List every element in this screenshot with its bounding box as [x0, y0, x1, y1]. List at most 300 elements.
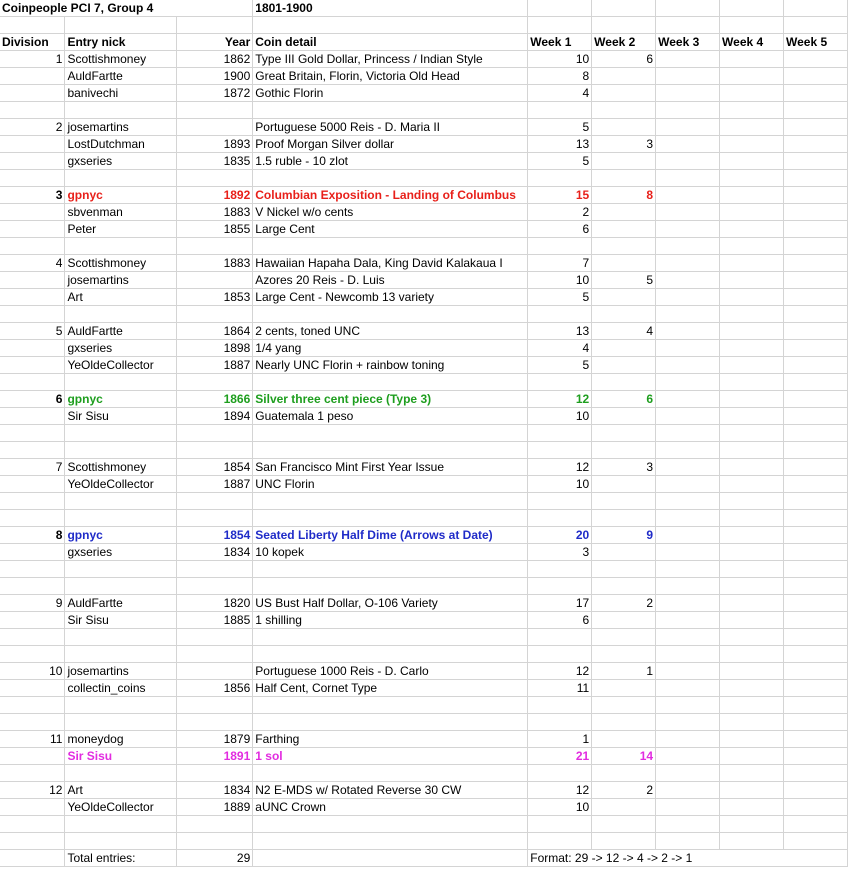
week-3-cell[interactable]	[656, 119, 720, 136]
week-3-cell[interactable]	[656, 357, 720, 374]
week-3-cell[interactable]	[656, 544, 720, 561]
year-cell[interactable]: 1883	[177, 204, 253, 221]
entry-nick-cell[interactable]: gxseries	[65, 544, 177, 561]
week-1-cell[interactable]: 5	[528, 153, 592, 170]
year-cell[interactable]	[177, 493, 253, 510]
week-3-cell[interactable]	[656, 476, 720, 493]
year-cell[interactable]	[177, 374, 253, 391]
week-1-cell[interactable]: 12	[528, 459, 592, 476]
year-cell[interactable]: 1891	[177, 748, 253, 765]
cell[interactable]	[783, 17, 847, 34]
year-cell[interactable]	[177, 833, 253, 850]
coin-detail-cell[interactable]: Great Britain, Florin, Victoria Old Head	[253, 68, 528, 85]
year-cell[interactable]: 1892	[177, 187, 253, 204]
division-cell[interactable]	[0, 476, 65, 493]
week-4-cell[interactable]	[720, 153, 784, 170]
coin-detail-cell[interactable]	[253, 714, 528, 731]
year-cell[interactable]	[177, 578, 253, 595]
week-2-cell[interactable]	[592, 765, 656, 782]
week-4-cell[interactable]	[720, 714, 784, 731]
coin-detail-cell[interactable]: Large Cent - Newcomb 13 variety	[253, 289, 528, 306]
week-1-cell[interactable]: 10	[528, 476, 592, 493]
week-3-cell[interactable]	[656, 289, 720, 306]
week-5-cell[interactable]	[783, 629, 847, 646]
entry-nick-cell[interactable]	[65, 646, 177, 663]
week-5-cell[interactable]	[783, 204, 847, 221]
week-3-cell[interactable]	[656, 527, 720, 544]
week-1-cell[interactable]: 12	[528, 782, 592, 799]
week-4-cell[interactable]	[720, 357, 784, 374]
division-cell[interactable]: 9	[0, 595, 65, 612]
cell[interactable]	[0, 850, 65, 867]
week-3-cell[interactable]	[656, 255, 720, 272]
week-2-cell[interactable]	[592, 340, 656, 357]
week-2-cell[interactable]	[592, 85, 656, 102]
year-cell[interactable]: 1834	[177, 544, 253, 561]
week-5-cell[interactable]	[783, 697, 847, 714]
entry-nick-cell[interactable]: gxseries	[65, 153, 177, 170]
coin-detail-cell[interactable]: 1/4 yang	[253, 340, 528, 357]
cell[interactable]	[656, 17, 720, 34]
year-cell[interactable]: 1872	[177, 85, 253, 102]
year-cell[interactable]: 1885	[177, 612, 253, 629]
cell[interactable]	[720, 0, 784, 17]
year-cell[interactable]	[177, 510, 253, 527]
week-1-cell[interactable]: 6	[528, 221, 592, 238]
week-5-cell[interactable]	[783, 561, 847, 578]
week-1-cell[interactable]	[528, 578, 592, 595]
entry-nick-cell[interactable]	[65, 442, 177, 459]
year-cell[interactable]	[177, 102, 253, 119]
coin-detail-cell[interactable]	[253, 578, 528, 595]
year-cell[interactable]: 1898	[177, 340, 253, 357]
week-1-cell[interactable]	[528, 833, 592, 850]
week-4-cell[interactable]	[720, 255, 784, 272]
week-3-cell[interactable]	[656, 238, 720, 255]
week-5-cell[interactable]	[783, 833, 847, 850]
week-4-cell[interactable]	[720, 442, 784, 459]
entry-nick-cell[interactable]: Art	[65, 289, 177, 306]
week-5-cell[interactable]	[783, 680, 847, 697]
week-2-cell[interactable]	[592, 680, 656, 697]
division-cell[interactable]	[0, 493, 65, 510]
entry-nick-cell[interactable]: YeOldeCollector	[65, 476, 177, 493]
coin-detail-cell[interactable]: V Nickel w/o cents	[253, 204, 528, 221]
division-cell[interactable]	[0, 238, 65, 255]
week-3-cell[interactable]	[656, 187, 720, 204]
week-3-cell[interactable]	[656, 68, 720, 85]
year-cell[interactable]: 1879	[177, 731, 253, 748]
week-1-cell[interactable]	[528, 425, 592, 442]
week-2-cell[interactable]	[592, 357, 656, 374]
week-1-cell[interactable]: 15	[528, 187, 592, 204]
division-cell[interactable]: 11	[0, 731, 65, 748]
week-3-cell[interactable]	[656, 51, 720, 68]
entry-nick-cell[interactable]	[65, 714, 177, 731]
week-2-cell[interactable]	[592, 102, 656, 119]
week-5-cell[interactable]	[783, 799, 847, 816]
coin-detail-cell[interactable]	[253, 306, 528, 323]
week-1-cell[interactable]	[528, 816, 592, 833]
week-2-cell[interactable]	[592, 476, 656, 493]
week-1-cell[interactable]: 11	[528, 680, 592, 697]
entry-nick-cell[interactable]: gpnyc	[65, 527, 177, 544]
week-3-cell[interactable]	[656, 646, 720, 663]
week-4-cell[interactable]	[720, 748, 784, 765]
entry-nick-cell[interactable]	[65, 374, 177, 391]
entry-nick-cell[interactable]: AuldFartte	[65, 323, 177, 340]
week-4-cell[interactable]	[720, 289, 784, 306]
week-3-cell[interactable]	[656, 340, 720, 357]
week-4-cell[interactable]	[720, 816, 784, 833]
coin-detail-cell[interactable]	[253, 833, 528, 850]
cell[interactable]	[592, 17, 656, 34]
week-3-cell[interactable]	[656, 612, 720, 629]
week-5-cell[interactable]	[783, 527, 847, 544]
division-cell[interactable]	[0, 799, 65, 816]
entry-nick-cell[interactable]	[65, 493, 177, 510]
week-2-cell[interactable]: 9	[592, 527, 656, 544]
division-cell[interactable]	[0, 221, 65, 238]
division-cell[interactable]	[0, 408, 65, 425]
total-entries-label[interactable]: Total entries:	[65, 850, 177, 867]
year-cell[interactable]: 1855	[177, 221, 253, 238]
entry-nick-cell[interactable]	[65, 578, 177, 595]
week-5-cell[interactable]	[783, 391, 847, 408]
week-2-cell[interactable]	[592, 442, 656, 459]
week-2-cell[interactable]	[592, 306, 656, 323]
division-cell[interactable]	[0, 714, 65, 731]
header-week-3[interactable]: Week 3	[656, 34, 720, 51]
week-5-cell[interactable]	[783, 459, 847, 476]
cell[interactable]	[0, 17, 65, 34]
coin-detail-cell[interactable]: 1 shilling	[253, 612, 528, 629]
week-4-cell[interactable]	[720, 544, 784, 561]
week-1-cell[interactable]	[528, 765, 592, 782]
week-4-cell[interactable]	[720, 238, 784, 255]
coin-detail-cell[interactable]	[253, 425, 528, 442]
division-cell[interactable]	[0, 357, 65, 374]
week-5-cell[interactable]	[783, 68, 847, 85]
total-entries-value[interactable]: 29	[177, 850, 253, 867]
coin-detail-cell[interactable]	[253, 374, 528, 391]
week-2-cell[interactable]: 2	[592, 595, 656, 612]
week-2-cell[interactable]	[592, 119, 656, 136]
week-4-cell[interactable]	[720, 612, 784, 629]
week-3-cell[interactable]	[656, 782, 720, 799]
division-cell[interactable]	[0, 425, 65, 442]
division-cell[interactable]: 3	[0, 187, 65, 204]
week-3-cell[interactable]	[656, 578, 720, 595]
week-2-cell[interactable]: 8	[592, 187, 656, 204]
entry-nick-cell[interactable]: AuldFartte	[65, 68, 177, 85]
week-3-cell[interactable]	[656, 442, 720, 459]
coin-detail-cell[interactable]	[253, 697, 528, 714]
week-1-cell[interactable]: 21	[528, 748, 592, 765]
week-5-cell[interactable]	[783, 119, 847, 136]
division-cell[interactable]	[0, 170, 65, 187]
division-cell[interactable]: 8	[0, 527, 65, 544]
week-4-cell[interactable]	[720, 459, 784, 476]
week-3-cell[interactable]	[656, 85, 720, 102]
cell[interactable]	[592, 0, 656, 17]
week-4-cell[interactable]	[720, 680, 784, 697]
division-cell[interactable]	[0, 748, 65, 765]
week-4-cell[interactable]	[720, 663, 784, 680]
year-cell[interactable]: 1862	[177, 51, 253, 68]
entry-nick-cell[interactable]: YeOldeCollector	[65, 799, 177, 816]
entry-nick-cell[interactable]: Sir Sisu	[65, 612, 177, 629]
entry-nick-cell[interactable]: sbvenman	[65, 204, 177, 221]
week-2-cell[interactable]	[592, 204, 656, 221]
week-2-cell[interactable]	[592, 289, 656, 306]
week-1-cell[interactable]: 13	[528, 136, 592, 153]
week-5-cell[interactable]	[783, 748, 847, 765]
week-5-cell[interactable]	[783, 595, 847, 612]
coin-detail-cell[interactable]: San Francisco Mint First Year Issue	[253, 459, 528, 476]
cell[interactable]	[253, 850, 528, 867]
week-3-cell[interactable]	[656, 680, 720, 697]
week-3-cell[interactable]	[656, 748, 720, 765]
division-cell[interactable]	[0, 340, 65, 357]
coin-detail-cell[interactable]: Farthing	[253, 731, 528, 748]
week-4-cell[interactable]	[720, 799, 784, 816]
week-1-cell[interactable]	[528, 629, 592, 646]
division-cell[interactable]	[0, 561, 65, 578]
division-cell[interactable]	[0, 510, 65, 527]
year-cell[interactable]	[177, 714, 253, 731]
week-4-cell[interactable]	[720, 340, 784, 357]
coin-detail-cell[interactable]	[253, 561, 528, 578]
year-cell[interactable]: 1853	[177, 289, 253, 306]
entry-nick-cell[interactable]: Scottishmoney	[65, 51, 177, 68]
week-3-cell[interactable]	[656, 306, 720, 323]
coin-detail-cell[interactable]: UNC Florin	[253, 476, 528, 493]
coin-detail-cell[interactable]: Nearly UNC Florin + rainbow toning	[253, 357, 528, 374]
entry-nick-cell[interactable]: josemartins	[65, 272, 177, 289]
coin-detail-cell[interactable]	[253, 510, 528, 527]
week-4-cell[interactable]	[720, 119, 784, 136]
entry-nick-cell[interactable]	[65, 629, 177, 646]
header-coin-detail[interactable]: Coin detail	[253, 34, 528, 51]
entry-nick-cell[interactable]: Peter	[65, 221, 177, 238]
entry-nick-cell[interactable]	[65, 697, 177, 714]
entry-nick-cell[interactable]: Art	[65, 782, 177, 799]
cell[interactable]	[528, 0, 592, 17]
week-5-cell[interactable]	[783, 323, 847, 340]
coin-detail-cell[interactable]: US Bust Half Dollar, O-106 Variety	[253, 595, 528, 612]
year-cell[interactable]: 1835	[177, 153, 253, 170]
header-division[interactable]: Division	[0, 34, 65, 51]
division-cell[interactable]	[0, 544, 65, 561]
week-3-cell[interactable]	[656, 323, 720, 340]
header-week-2[interactable]: Week 2	[592, 34, 656, 51]
week-2-cell[interactable]	[592, 544, 656, 561]
year-cell[interactable]: 1900	[177, 68, 253, 85]
week-2-cell[interactable]	[592, 425, 656, 442]
division-cell[interactable]	[0, 680, 65, 697]
week-1-cell[interactable]	[528, 493, 592, 510]
coin-detail-cell[interactable]	[253, 170, 528, 187]
coin-detail-cell[interactable]: Large Cent	[253, 221, 528, 238]
week-3-cell[interactable]	[656, 816, 720, 833]
year-cell[interactable]: 1893	[177, 136, 253, 153]
division-cell[interactable]	[0, 68, 65, 85]
coin-detail-cell[interactable]: Gothic Florin	[253, 85, 528, 102]
year-cell[interactable]: 1864	[177, 323, 253, 340]
division-cell[interactable]	[0, 697, 65, 714]
entry-nick-cell[interactable]: josemartins	[65, 663, 177, 680]
week-1-cell[interactable]	[528, 697, 592, 714]
year-cell[interactable]: 1854	[177, 459, 253, 476]
week-1-cell[interactable]	[528, 170, 592, 187]
week-1-cell[interactable]: 5	[528, 289, 592, 306]
coin-detail-cell[interactable]: Proof Morgan Silver dollar	[253, 136, 528, 153]
entry-nick-cell[interactable]: gxseries	[65, 340, 177, 357]
week-5-cell[interactable]	[783, 578, 847, 595]
week-1-cell[interactable]: 10	[528, 51, 592, 68]
week-4-cell[interactable]	[720, 306, 784, 323]
week-4-cell[interactable]	[720, 272, 784, 289]
week-5-cell[interactable]	[783, 782, 847, 799]
week-1-cell[interactable]	[528, 442, 592, 459]
coin-detail-cell[interactable]	[253, 442, 528, 459]
week-3-cell[interactable]	[656, 204, 720, 221]
week-1-cell[interactable]	[528, 374, 592, 391]
sheet-period[interactable]: 1801-1900	[253, 0, 528, 17]
coin-detail-cell[interactable]: Hawaiian Hapaha Dala, King David Kalakaua I	[253, 255, 528, 272]
week-5-cell[interactable]	[783, 374, 847, 391]
week-4-cell[interactable]	[720, 782, 784, 799]
week-4-cell[interactable]	[720, 646, 784, 663]
entry-nick-cell[interactable]	[65, 170, 177, 187]
week-3-cell[interactable]	[656, 459, 720, 476]
week-2-cell[interactable]: 1	[592, 663, 656, 680]
week-3-cell[interactable]	[656, 663, 720, 680]
week-1-cell[interactable]: 6	[528, 612, 592, 629]
week-2-cell[interactable]	[592, 374, 656, 391]
week-5-cell[interactable]	[783, 238, 847, 255]
year-cell[interactable]: 1887	[177, 476, 253, 493]
week-2-cell[interactable]	[592, 697, 656, 714]
coin-detail-cell[interactable]	[253, 238, 528, 255]
division-cell[interactable]: 10	[0, 663, 65, 680]
header-week-5[interactable]: Week 5	[783, 34, 847, 51]
entry-nick-cell[interactable]	[65, 306, 177, 323]
week-2-cell[interactable]: 14	[592, 748, 656, 765]
division-cell[interactable]: 4	[0, 255, 65, 272]
coin-detail-cell[interactable]: Type III Gold Dollar, Princess / Indian Style	[253, 51, 528, 68]
week-4-cell[interactable]	[720, 221, 784, 238]
week-4-cell[interactable]	[720, 595, 784, 612]
week-5-cell[interactable]	[783, 136, 847, 153]
week-5-cell[interactable]	[783, 714, 847, 731]
week-4-cell[interactable]	[720, 391, 784, 408]
week-2-cell[interactable]	[592, 510, 656, 527]
week-5-cell[interactable]	[783, 85, 847, 102]
year-cell[interactable]: 1820	[177, 595, 253, 612]
week-4-cell[interactable]	[720, 833, 784, 850]
week-5-cell[interactable]	[783, 408, 847, 425]
week-2-cell[interactable]: 3	[592, 136, 656, 153]
week-2-cell[interactable]	[592, 731, 656, 748]
coin-detail-cell[interactable]: Silver three cent piece (Type 3)	[253, 391, 528, 408]
week-4-cell[interactable]	[720, 187, 784, 204]
division-cell[interactable]	[0, 85, 65, 102]
week-2-cell[interactable]	[592, 833, 656, 850]
week-4-cell[interactable]	[720, 408, 784, 425]
division-cell[interactable]	[0, 204, 65, 221]
week-3-cell[interactable]	[656, 170, 720, 187]
week-1-cell[interactable]	[528, 102, 592, 119]
year-cell[interactable]	[177, 119, 253, 136]
week-1-cell[interactable]: 7	[528, 255, 592, 272]
week-5-cell[interactable]	[783, 272, 847, 289]
division-cell[interactable]	[0, 136, 65, 153]
division-cell[interactable]	[0, 102, 65, 119]
week-2-cell[interactable]	[592, 493, 656, 510]
week-4-cell[interactable]	[720, 51, 784, 68]
week-1-cell[interactable]: 3	[528, 544, 592, 561]
week-2-cell[interactable]	[592, 612, 656, 629]
division-cell[interactable]	[0, 833, 65, 850]
entry-nick-cell[interactable]: Scottishmoney	[65, 255, 177, 272]
week-3-cell[interactable]	[656, 391, 720, 408]
week-4-cell[interactable]	[720, 323, 784, 340]
week-1-cell[interactable]	[528, 238, 592, 255]
week-5-cell[interactable]	[783, 663, 847, 680]
week-2-cell[interactable]	[592, 221, 656, 238]
year-cell[interactable]	[177, 646, 253, 663]
entry-nick-cell[interactable]	[65, 765, 177, 782]
entry-nick-cell[interactable]: collectin_coins	[65, 680, 177, 697]
week-1-cell[interactable]: 1	[528, 731, 592, 748]
week-3-cell[interactable]	[656, 731, 720, 748]
coin-detail-cell[interactable]: Azores 20 Reis - D. Luis	[253, 272, 528, 289]
week-5-cell[interactable]	[783, 289, 847, 306]
division-cell[interactable]: 5	[0, 323, 65, 340]
week-4-cell[interactable]	[720, 629, 784, 646]
entry-nick-cell[interactable]: Sir Sisu	[65, 748, 177, 765]
week-4-cell[interactable]	[720, 510, 784, 527]
entry-nick-cell[interactable]	[65, 510, 177, 527]
entry-nick-cell[interactable]: moneydog	[65, 731, 177, 748]
entry-nick-cell[interactable]: Sir Sisu	[65, 408, 177, 425]
division-cell[interactable]	[0, 289, 65, 306]
division-cell[interactable]	[0, 442, 65, 459]
week-1-cell[interactable]: 10	[528, 272, 592, 289]
coin-detail-cell[interactable]: Portuguese 1000 Reis - D. Carlo	[253, 663, 528, 680]
week-3-cell[interactable]	[656, 714, 720, 731]
cell[interactable]	[720, 17, 784, 34]
week-5-cell[interactable]	[783, 493, 847, 510]
coin-detail-cell[interactable]: aUNC Crown	[253, 799, 528, 816]
week-5-cell[interactable]	[783, 425, 847, 442]
division-cell[interactable]	[0, 816, 65, 833]
week-1-cell[interactable]: 8	[528, 68, 592, 85]
entry-nick-cell[interactable]	[65, 833, 177, 850]
year-cell[interactable]	[177, 170, 253, 187]
week-3-cell[interactable]	[656, 102, 720, 119]
week-5-cell[interactable]	[783, 153, 847, 170]
year-cell[interactable]: 1887	[177, 357, 253, 374]
week-4-cell[interactable]	[720, 102, 784, 119]
week-5-cell[interactable]	[783, 442, 847, 459]
week-2-cell[interactable]	[592, 578, 656, 595]
week-3-cell[interactable]	[656, 136, 720, 153]
week-4-cell[interactable]	[720, 170, 784, 187]
week-3-cell[interactable]	[656, 493, 720, 510]
